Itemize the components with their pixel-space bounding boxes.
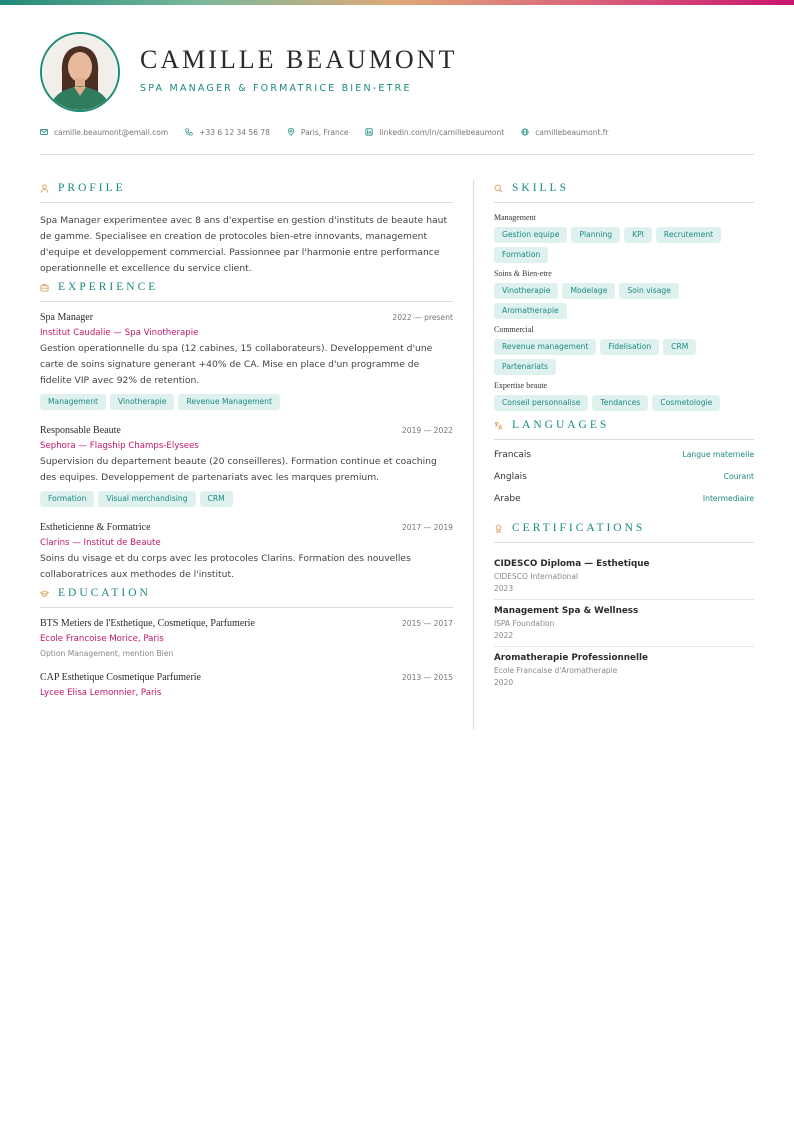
certifications-title: CERTIFICATIONS: [512, 522, 646, 534]
skill-tag: Conseil personnalise: [494, 395, 588, 411]
contact-website-text: camillebeaumont.fr: [535, 127, 609, 137]
skill-tag: Soin visage: [619, 283, 679, 299]
certification-year: 2020: [494, 678, 514, 687]
certification-title: Aromatherapie Professionnelle: [494, 653, 648, 663]
experience-heading: [40, 279, 453, 302]
certification-issuer: CIDESCO International: [494, 572, 579, 581]
award-icon: [494, 524, 503, 533]
skill-group-title: Management: [494, 213, 536, 222]
experience-description: Supervision du departement beaute (20 conseilleres). Formation continue et coaching des equipes. Developpement de partenariats avec les marques premium.: [40, 456, 437, 483]
language-name: Arabe: [494, 494, 521, 504]
top-gradient-bar: [0, 0, 794, 5]
language-level: Courant: [723, 472, 754, 481]
candidate-name: CAMILLE BEAUMONT: [140, 45, 458, 74]
certification-year: 2023: [494, 584, 514, 593]
experience-entry: [40, 425, 453, 507]
profile-title: PROFILE: [58, 182, 126, 194]
skill-group-title: Soins & Bien-etre: [494, 269, 552, 278]
skills-title: SKILLS: [512, 182, 569, 194]
education-school: Lycee Elisa Lemonnier, Paris: [40, 688, 162, 698]
skills-heading: [494, 180, 754, 203]
profile-text: Spa Manager experimentee avec 8 ans d'expertise en gestion d'instituts de beaute haut de gamme. Specialisee en creation de protocoles bien-etre innovants, management d'equipe et developpement commercial. Passionnee par l'harmonie entre performance operationnelle et excellence du service client.: [40, 215, 448, 274]
skill-group-title: Commercial: [494, 325, 534, 334]
skill-tags: [494, 227, 754, 263]
skill-tag: Recrutement: [656, 227, 721, 243]
education-degree: CAP Esthetique Cosmetique Parfumerie: [40, 672, 201, 683]
education-title: EDUCATION: [58, 587, 151, 599]
globe-icon: [521, 128, 529, 136]
avatar: [40, 32, 120, 112]
right-column: [494, 180, 754, 693]
contact-phone[interactable]: [185, 128, 270, 137]
skill-tag: Planning: [571, 227, 620, 243]
education-date: 2015 — 2017: [401, 619, 453, 628]
certification-item: [494, 647, 754, 693]
certification-item: [494, 600, 754, 647]
phone-icon: [185, 128, 193, 136]
contact-linkedin[interactable]: [365, 128, 504, 137]
language-item: [494, 472, 754, 494]
skill-tag: KPI: [624, 227, 652, 243]
experience-date: 2022 — present: [392, 313, 453, 322]
language-item: [494, 450, 754, 472]
skill-tag: Gestion equipe: [494, 227, 567, 243]
experience-description: Gestion operationnelle du spa (12 cabines, 15 collaborateurs). Developpement d'une carte de soins signature generant +40% de CA. Mise en place d'un programme de fidelite VIP avec 92% de retention.: [40, 343, 433, 386]
education-entry: [40, 618, 453, 658]
education-school: Ecole Francoise Morice, Paris: [40, 634, 164, 644]
skill-tag: Formation: [494, 247, 548, 263]
language-name: Anglais: [494, 472, 527, 482]
contact-email[interactable]: [40, 128, 168, 137]
language-name: Francais: [494, 450, 532, 460]
skill-tag: Aromatherapie: [494, 303, 567, 319]
certification-item: [494, 553, 754, 600]
mail-icon: [40, 128, 48, 136]
certification-title: CIDESCO Diploma — Esthetique: [494, 559, 650, 569]
skill-tag: Fidelisation: [600, 339, 659, 355]
contact-location-text: Paris, France: [300, 127, 349, 137]
certification-issuer: Ecole Francaise d'Aromatherapie: [494, 666, 618, 675]
skill-tag: Tendances: [592, 395, 648, 411]
education-date: 2013 — 2015: [401, 673, 453, 682]
experience-company: Clarins — Institut de Beaute: [40, 538, 161, 548]
experience-job-title: Estheticienne & Formatrice: [40, 522, 151, 533]
skill-group: [494, 213, 754, 263]
skill-tags: [494, 395, 754, 411]
experience-job-title: Spa Manager: [40, 312, 94, 323]
experience-title: EXPERIENCE: [58, 281, 159, 293]
graduation-cap-icon: [40, 589, 49, 598]
experience-job-title: Responsable Beaute: [40, 425, 121, 436]
skill-group: [494, 269, 754, 319]
skill-tag: Partenariats: [494, 359, 556, 375]
magnifier-icon: [494, 184, 503, 193]
experience-entry: [40, 312, 453, 410]
skill-tag: Cosmetologie: [652, 395, 720, 411]
skill-tag: Formation: [40, 491, 94, 507]
contact-linkedin-text: linkedin.com/in/camillebeaumont: [379, 127, 505, 137]
profile-heading: [40, 180, 453, 203]
language-level: Intermediaire: [702, 494, 754, 503]
certifications-heading: [494, 520, 754, 543]
education-note: Option Management, mention Bien: [40, 649, 174, 658]
language-level: Langue maternelle: [682, 450, 754, 459]
skill-tag: Revenue Management: [178, 394, 280, 410]
experience-date: 2017 — 2019: [401, 523, 453, 532]
certification-year: 2022: [494, 631, 514, 640]
skill-tag: CRM: [663, 339, 696, 355]
experience-description: Soins du visage et du corps avec les protocoles Clarins. Formation des nouvelles collaboratrices aux methodes de l'institut.: [40, 553, 411, 580]
header-divider: [40, 154, 754, 155]
contact-location: [287, 128, 349, 137]
skill-tag: CRM: [200, 491, 233, 507]
skill-tags: [494, 339, 754, 375]
contact-website[interactable]: [521, 128, 608, 137]
contact-email-text: camille.beaumont@email.com: [54, 127, 169, 137]
translate-icon: [494, 421, 503, 430]
skill-group-title: Expertise beaute: [494, 381, 548, 390]
skill-group: [494, 381, 754, 411]
language-item: [494, 494, 754, 516]
education-heading: [40, 585, 453, 608]
person-icon: [40, 184, 49, 193]
candidate-subtitle: SPA MANAGER & FORMATRICE BIEN-ETRE: [140, 83, 412, 94]
experience-entry: [40, 522, 453, 583]
experience-tags: [40, 394, 453, 410]
skill-tags: [494, 283, 754, 319]
certification-list: [494, 553, 754, 693]
experience-date: 2019 — 2022: [401, 426, 453, 435]
languages-title: LANGUAGES: [512, 419, 610, 431]
briefcase-icon: [40, 283, 49, 292]
skill-group: [494, 325, 754, 375]
contact-phone-text: +33 6 12 34 56 78: [199, 127, 270, 137]
skill-tag: Management: [40, 394, 106, 410]
column-divider: [473, 180, 474, 730]
skill-tag: Revenue management: [494, 339, 596, 355]
education-entry: [40, 672, 453, 698]
experience-company: Institut Caudalie — Spa Vinotherapie: [40, 328, 199, 338]
languages-heading: [494, 417, 754, 440]
certification-issuer: ISPA Foundation: [494, 619, 555, 628]
left-column: [40, 180, 453, 698]
experience-tags: [40, 491, 453, 507]
skill-tag: Vinotherapie: [110, 394, 174, 410]
location-pin-icon: [287, 128, 295, 136]
skill-tag: Visual merchandising: [98, 491, 195, 507]
skill-tag: Vinotherapie: [494, 283, 558, 299]
experience-company: Sephora — Flagship Champs-Elysees: [40, 441, 199, 451]
contact-bar: [40, 125, 609, 139]
certification-title: Management Spa & Wellness: [494, 606, 639, 616]
skill-tag: Modelage: [562, 283, 615, 299]
linkedin-icon: [365, 128, 373, 136]
education-degree: BTS Metiers de l'Esthetique, Cosmetique, Parfumerie: [40, 618, 255, 629]
